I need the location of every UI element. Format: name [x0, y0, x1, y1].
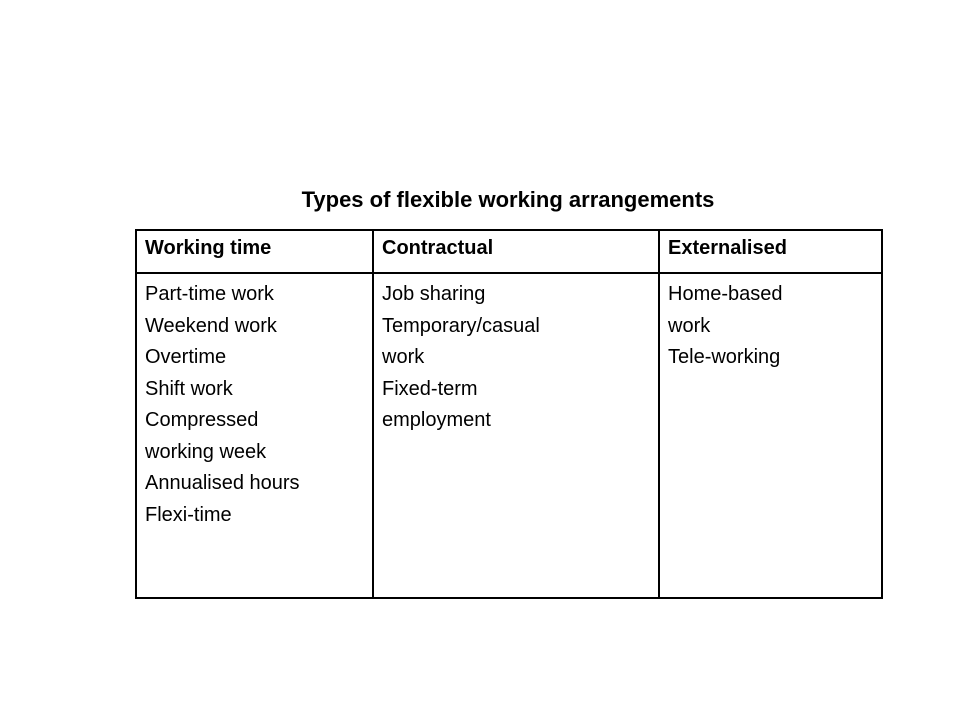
- list-item: employment: [382, 409, 491, 431]
- list-item: working week: [145, 440, 267, 463]
- list-item: Compressed: [145, 409, 259, 431]
- list-item: Overtime: [145, 346, 227, 368]
- list-item: Weekend work: [145, 314, 277, 337]
- list-item: Fixed-term: [382, 377, 478, 400]
- list-item: work: [382, 346, 425, 368]
- column-header-contractual: Contractual: [373, 230, 659, 273]
- list-item: Flexi-time: [145, 503, 232, 526]
- page-title: Types of flexible working arrangements: [301, 187, 715, 212]
- list-item: Home-based: [668, 283, 783, 305]
- list-item: Temporary/casual: [382, 314, 540, 337]
- list-item: Part-time work: [145, 283, 274, 305]
- cell-contractual: [373, 273, 659, 598]
- list-item: Tele-working: [668, 346, 781, 368]
- list-item: work: [668, 314, 711, 337]
- column-header-working-time: Working time: [136, 230, 373, 273]
- cell-working-time: [136, 273, 373, 598]
- list-item: Job sharing: [382, 283, 486, 305]
- list-item: Shift work: [145, 377, 233, 400]
- column-header-externalised: Externalised: [659, 230, 882, 273]
- arrangements-table: [135, 229, 883, 599]
- table-row: [136, 273, 882, 598]
- cell-externalised: [659, 273, 882, 598]
- table-header-row: [136, 230, 882, 273]
- list-item: Annualised hours: [145, 472, 300, 494]
